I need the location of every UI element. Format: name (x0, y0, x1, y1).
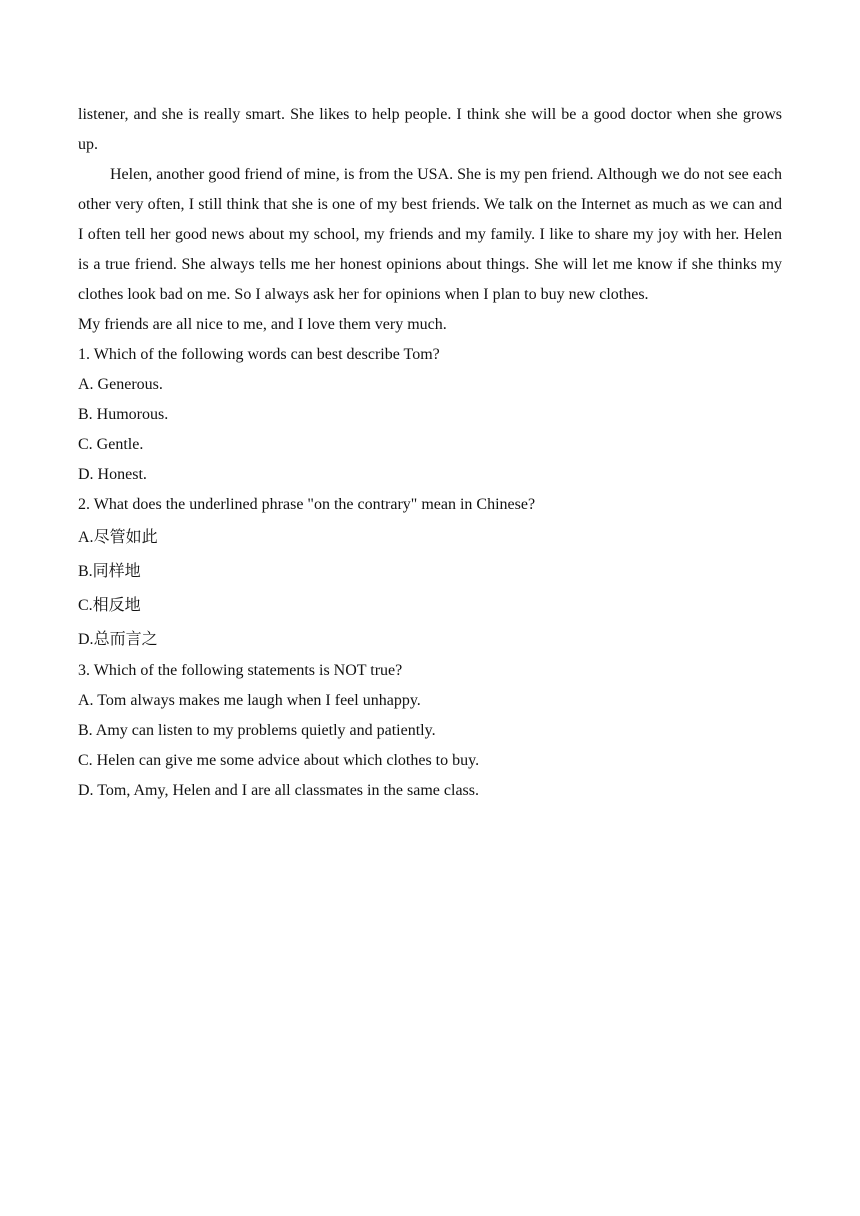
question-3-stem: 3. Which of the following statements is NOT true? (78, 662, 403, 679)
question-3-option-d: D. Tom, Amy, Helen and I are all classmates in the same class. (78, 782, 479, 799)
option-text: 总而言之 (93, 629, 158, 648)
question-2-option-d (78, 622, 782, 656)
question-3-option-a: A. Tom always makes me laugh when I feel unhappy. (78, 692, 421, 709)
document-page (78, 100, 782, 806)
passage-paragraph-helen: Helen, another good friend of mine, is from the USA. She is my pen friend. Although we do not see each other very often, I still think that she is one of my best friends. We talk on the Internet as much as we can and I often tell her good news about my school, my friends and my family. I like to share my joy with her. Helen is a true friend. She always tells me her honest opinions about things. She will let me know if she thinks my clothes look bad on me. So I always ask her for opinions when I plan to buy new clothes. (78, 166, 782, 303)
option-text: 相反地 (92, 595, 141, 614)
question-1-option-d: D. Honest. (78, 466, 147, 483)
question-3 (78, 656, 782, 806)
option-letter: A. (78, 529, 94, 546)
question-1-stem: 1. Which of the following words can best describe Tom? (78, 346, 440, 363)
question-2 (78, 490, 782, 656)
passage-paragraph-1-continued: listener, and she is really smart. She likes to help people. I think she will be a good doctor when she grows up. (78, 106, 782, 153)
question-2-option-c (78, 588, 782, 622)
question-2-option-a (78, 520, 782, 554)
option-letter: C. (78, 597, 93, 614)
question-1-option-b: B. Humorous. (78, 406, 169, 423)
option-letter: D. (78, 631, 94, 648)
passage-closing-line: My friends are all nice to me, and I love them very much. (78, 316, 447, 333)
question-1 (78, 340, 782, 490)
question-2-option-b (78, 554, 782, 588)
question-1-option-a: A. Generous. (78, 376, 163, 393)
question-3-option-c: C. Helen can give me some advice about which clothes to buy. (78, 752, 480, 769)
question-2-stem: 2. What does the underlined phrase "on the contrary" mean in Chinese? (78, 496, 536, 513)
option-text: 同样地 (92, 561, 141, 580)
option-text: 尽管如此 (93, 527, 158, 546)
question-3-option-b: B. Amy can listen to my problems quietly and patiently. (78, 722, 436, 739)
question-1-option-c: C. Gentle. (78, 436, 144, 453)
option-letter: B. (78, 563, 93, 580)
